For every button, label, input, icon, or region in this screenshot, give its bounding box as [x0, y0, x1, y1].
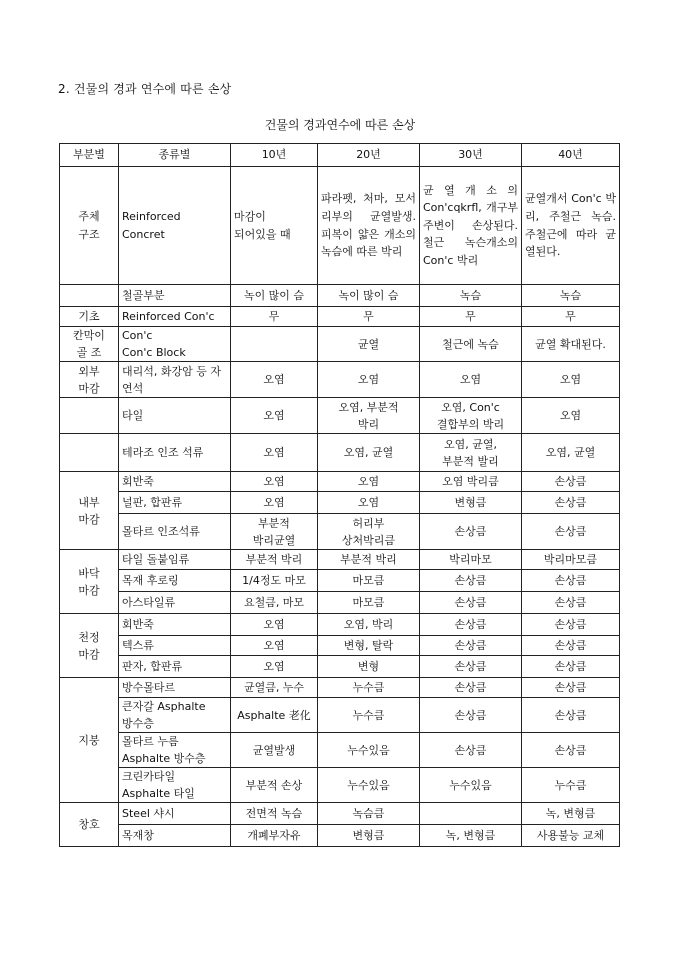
year-10-cell: 부분적 박리: [231, 550, 318, 570]
group-label: 외부 마감: [60, 362, 119, 398]
year-30-cell: [420, 803, 522, 825]
year-20-cell: 오염: [318, 472, 420, 492]
year-30-cell: 오염 박리큼: [420, 472, 522, 492]
type-cell: 타일 돌붙임류: [119, 550, 231, 570]
year-10-cell: 균열발생: [231, 733, 318, 768]
year-30-cell: 균 열 개 소 의 Con'cqkrfl, 개구부주변이 손상된다. 철근 녹슨개소의 Con'c 박리: [420, 167, 522, 285]
year-30-cell: 오염: [420, 362, 522, 398]
type-cell: 철골부분: [119, 285, 231, 307]
year-30-cell: 손상큼: [420, 592, 522, 614]
year-10-cell: 균열큼, 누수: [231, 678, 318, 698]
table-row: [60, 434, 620, 472]
type-cell: 회반죽: [119, 472, 231, 492]
type-cell: 대리석, 화강암 등 자연석: [119, 362, 231, 398]
year-40-cell: 손상큼: [522, 656, 620, 678]
year-30-cell: 손상큼: [420, 570, 522, 592]
group-label: [60, 434, 119, 472]
year-20-cell: 균열: [318, 327, 420, 362]
year-40-cell: 손상큼: [522, 636, 620, 656]
year-40-cell: 박리마모큼: [522, 550, 620, 570]
type-cell: 테라조 인조 석류: [119, 434, 231, 472]
year-40-cell: 오염, 균열: [522, 434, 620, 472]
year-30-cell: 손상큼: [420, 698, 522, 733]
type-cell: Con'c Con'c Block: [119, 327, 231, 362]
year-30-cell: 변형큼: [420, 492, 522, 514]
table-row: [60, 733, 620, 768]
type-cell: 몰타르 누름 Asphalte 방수층: [119, 733, 231, 768]
table-row: [60, 614, 620, 636]
table-row: [60, 803, 620, 825]
table-row: [60, 825, 620, 847]
table-row: [60, 550, 620, 570]
year-30-cell: 손상큼: [420, 514, 522, 550]
table-row: [60, 398, 620, 434]
year-20-cell: 변형, 탈락: [318, 636, 420, 656]
year-20-cell: 누수큼: [318, 678, 420, 698]
year-40-cell: 무: [522, 307, 620, 327]
year-20-cell: 오염: [318, 492, 420, 514]
year-20-cell: 오염: [318, 362, 420, 398]
col-header: 30년: [420, 144, 522, 167]
year-40-cell: 손상큼: [522, 678, 620, 698]
year-20-cell: 변형큼: [318, 825, 420, 847]
group-label: [60, 398, 119, 434]
year-10-cell: 오염: [231, 472, 318, 492]
year-40-cell: 오염: [522, 362, 620, 398]
year-20-cell: 허리부 상처박리큼: [318, 514, 420, 550]
year-30-cell: 누수있음: [420, 768, 522, 803]
year-10-cell: 오염: [231, 434, 318, 472]
col-header: 부분별: [60, 144, 119, 167]
type-cell: 큰자갈 Asphalte 방수층: [119, 698, 231, 733]
year-30-cell: 녹, 변형큼: [420, 825, 522, 847]
year-40-cell: 손상큼: [522, 514, 620, 550]
year-20-cell: 녹이 많이 슴: [318, 285, 420, 307]
group-label: 칸막이 골 조: [60, 327, 119, 362]
table-row: [60, 768, 620, 803]
type-cell: 널판, 합판류: [119, 492, 231, 514]
year-30-cell: 손상큼: [420, 636, 522, 656]
table-caption: 건물의 경과연수에 따른 손상: [264, 118, 416, 132]
year-10-cell: 개폐부자유: [231, 825, 318, 847]
table-header-row: [60, 144, 620, 167]
year-30-cell: 철근에 녹슴: [420, 327, 522, 362]
col-header: 종류별: [119, 144, 231, 167]
year-20-cell: 파라펫, 처마, 모서리부의 균열발생. 피복이 얇은 개소의 녹슴에 따른 박리: [318, 167, 420, 285]
year-40-cell: 사용불능 교체: [522, 825, 620, 847]
year-10-cell: 무: [231, 307, 318, 327]
year-30-cell: 무: [420, 307, 522, 327]
table-row: [60, 362, 620, 398]
table-row: [60, 307, 620, 327]
year-10-cell: 오염: [231, 656, 318, 678]
year-10-cell: 마감이 되어있을 때: [231, 167, 318, 285]
table-row: [60, 570, 620, 592]
type-cell: 아스타일류: [119, 592, 231, 614]
year-40-cell: 균열개서 Con'c 박리, 주철근 녹슴. 주철근에 따라 균열된다.: [522, 167, 620, 285]
year-40-cell: 녹슴: [522, 285, 620, 307]
year-20-cell: 녹슴큼: [318, 803, 420, 825]
table-row: [60, 472, 620, 492]
col-header: 40년: [522, 144, 620, 167]
year-40-cell: 손상큼: [522, 472, 620, 492]
table-row: [60, 167, 620, 285]
year-10-cell: 1/4정도 마모: [231, 570, 318, 592]
type-cell: 타일: [119, 398, 231, 434]
year-10-cell: 오염: [231, 614, 318, 636]
year-20-cell: 변형: [318, 656, 420, 678]
table-row: [60, 678, 620, 698]
year-10-cell: 녹이 많이 슴: [231, 285, 318, 307]
year-40-cell: 손상큼: [522, 570, 620, 592]
type-cell: Reinforced Con'c: [119, 307, 231, 327]
year-10-cell: 오염: [231, 398, 318, 434]
year-40-cell: 손상큼: [522, 698, 620, 733]
year-40-cell: 녹, 변형큼: [522, 803, 620, 825]
table-row: [60, 327, 620, 362]
type-cell: 방수몰타르: [119, 678, 231, 698]
table-row: [60, 285, 620, 307]
year-10-cell: 부분적 박리균열: [231, 514, 318, 550]
type-cell: Steel 샤시: [119, 803, 231, 825]
table-row: [60, 592, 620, 614]
type-cell: 회반죽: [119, 614, 231, 636]
year-40-cell: 손상큼: [522, 492, 620, 514]
year-10-cell: [231, 327, 318, 362]
year-30-cell: 손상큼: [420, 656, 522, 678]
year-20-cell: 무: [318, 307, 420, 327]
year-10-cell: 부분적 손상: [231, 768, 318, 803]
year-40-cell: 오염: [522, 398, 620, 434]
year-20-cell: 오염, 박리: [318, 614, 420, 636]
year-10-cell: 전면적 녹슴: [231, 803, 318, 825]
group-label: 창호: [60, 803, 119, 847]
table-row: [60, 636, 620, 656]
group-label: 천정 마감: [60, 614, 119, 678]
year-20-cell: 누수있음: [318, 733, 420, 768]
year-30-cell: 박리마모: [420, 550, 522, 570]
year-40-cell: 손상큼: [522, 614, 620, 636]
year-10-cell: 오염: [231, 492, 318, 514]
year-10-cell: 요철큼, 마모: [231, 592, 318, 614]
type-cell: 판자, 합판류: [119, 656, 231, 678]
type-cell: 크린카타일 Asphalte 타일: [119, 768, 231, 803]
year-30-cell: 손상큼: [420, 678, 522, 698]
year-40-cell: 균열 확대된다.: [522, 327, 620, 362]
year-20-cell: 누수큼: [318, 698, 420, 733]
group-label: 내부 마감: [60, 472, 119, 550]
col-header: 20년: [318, 144, 420, 167]
damage-table: [59, 143, 620, 847]
year-30-cell: 오염, 균열, 부분적 발리: [420, 434, 522, 472]
group-label: 주체 구조: [60, 167, 119, 285]
year-10-cell: 오염: [231, 636, 318, 656]
type-cell: 텍스류: [119, 636, 231, 656]
year-20-cell: 마모큼: [318, 570, 420, 592]
table-row: [60, 514, 620, 550]
year-40-cell: 손상큼: [522, 733, 620, 768]
year-30-cell: 손상큼: [420, 733, 522, 768]
col-header: 10년: [231, 144, 318, 167]
year-20-cell: 오염, 균열: [318, 434, 420, 472]
type-cell: Reinforced Concret: [119, 167, 231, 285]
year-20-cell: 부분적 박리: [318, 550, 420, 570]
table-body: [60, 167, 620, 847]
group-label: [60, 285, 119, 307]
year-20-cell: 오염, 부분적 박리: [318, 398, 420, 434]
year-30-cell: 손상큼: [420, 614, 522, 636]
year-20-cell: 마모큼: [318, 592, 420, 614]
type-cell: 몰타르 인조석류: [119, 514, 231, 550]
type-cell: 목재창: [119, 825, 231, 847]
table-row: [60, 656, 620, 678]
section-heading: 2. 건물의 경과 연수에 따른 손상: [58, 82, 232, 96]
year-40-cell: 손상큼: [522, 592, 620, 614]
year-10-cell: Asphalte 老化: [231, 698, 318, 733]
group-label: 기초: [60, 307, 119, 327]
year-30-cell: 녹슴: [420, 285, 522, 307]
year-40-cell: 누수큼: [522, 768, 620, 803]
table-row: [60, 698, 620, 733]
year-20-cell: 누수있음: [318, 768, 420, 803]
type-cell: 목재 후로링: [119, 570, 231, 592]
group-label: 지붕: [60, 678, 119, 803]
table-row: [60, 492, 620, 514]
year-10-cell: 오염: [231, 362, 318, 398]
year-30-cell: 오염, Con'c 결합부의 박리: [420, 398, 522, 434]
group-label: 바닥 마감: [60, 550, 119, 614]
